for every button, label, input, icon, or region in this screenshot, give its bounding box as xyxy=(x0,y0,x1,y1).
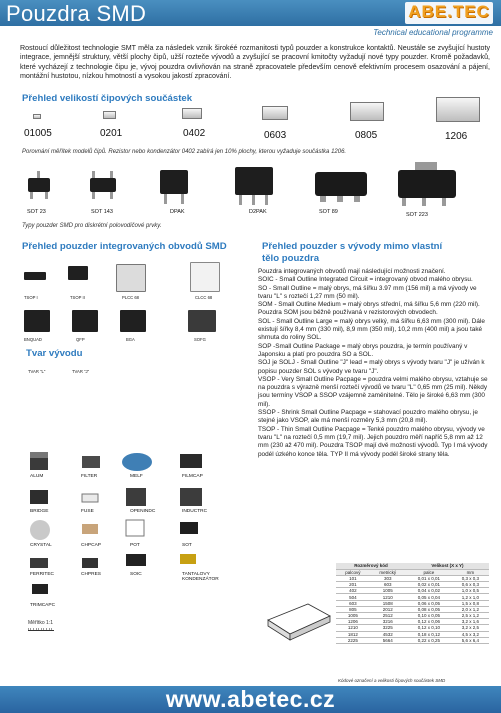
table-cell: 2,0 x 1,2 xyxy=(452,606,489,612)
table-cell: 0,06 x 0,05 xyxy=(406,600,452,606)
footer-url[interactable]: www.abetec.cz xyxy=(165,686,336,712)
table-cell: 101 xyxy=(336,575,370,581)
table-cell: 504 xyxy=(336,594,370,600)
discrete-packages-graphic xyxy=(20,162,490,214)
component-label: TRIMCAPC xyxy=(30,603,56,608)
table-cell: 201 xyxy=(336,582,370,588)
right-paragraph: Pouzdra integrovaných obvodů mají následující možnosti značení. xyxy=(258,268,446,275)
bga-package xyxy=(120,310,146,332)
package-label: DPAK xyxy=(170,209,185,215)
chip-size-label: 0805 xyxy=(355,130,378,141)
table-body xyxy=(336,575,489,643)
component-label: SOT xyxy=(182,543,192,548)
tsop1-package xyxy=(24,272,46,280)
sot223-package xyxy=(398,162,456,206)
table-cell: 603 xyxy=(336,600,370,606)
table-cell: 1812 xyxy=(336,631,370,637)
table-cell: 1005 xyxy=(336,613,370,619)
chip-dimension-diagram xyxy=(258,590,338,646)
component-label: CHPCAP xyxy=(81,543,101,548)
table-cell: 402 xyxy=(336,588,370,594)
table-cell: 2012 xyxy=(370,606,406,612)
chip-0805 xyxy=(350,102,384,121)
table-cell: 2512 xyxy=(370,613,406,619)
component-label: CRYSTAL xyxy=(30,543,52,548)
chip-1206 xyxy=(436,97,480,122)
chip-caption: Porovnání měřítek modelů čipů. Rezistor nebo kondenzátor 0402 zabírá jen 10% plochy, kterou vyžaduje součástka 1206. xyxy=(22,149,347,155)
component-label: SOIC xyxy=(130,572,142,577)
table-cell: 1210 xyxy=(336,625,370,631)
component-label: FERRITEC xyxy=(30,572,54,577)
scale-ruler xyxy=(28,628,54,631)
table-cell: 303 xyxy=(370,575,406,581)
table-cell: 3,2 x 2,5 xyxy=(452,625,489,631)
logo xyxy=(405,2,493,24)
package-label: SOT 23 xyxy=(27,209,46,215)
table-cell: 0,3 x 0,3 xyxy=(452,575,489,581)
sot-component xyxy=(180,522,198,534)
filter-component xyxy=(82,456,100,468)
table-cell: 805 xyxy=(336,606,370,612)
trimcapc-component xyxy=(32,584,48,594)
component-label: BRIDGE xyxy=(30,509,49,514)
table-cell: 1,2 x 1,0 xyxy=(452,594,489,600)
filmcap-component xyxy=(180,454,202,468)
leads-heading: Tvar vývodu xyxy=(26,348,83,359)
sofg-package xyxy=(188,310,216,332)
crystal-component xyxy=(30,520,50,540)
package-label: SOT 89 xyxy=(319,209,338,215)
size-table xyxy=(336,563,489,644)
table-cell: 3225 xyxy=(370,625,406,631)
ic-label: CLCC 68 xyxy=(195,295,213,300)
component-label: ALUM xyxy=(30,474,44,479)
right-paragraph: SO - Small Outline = malý obrys, má šířku 3.97 mm (156 mil) a má vývody ve tvaru "L" s roztečí 1,27 mm (50 mil). xyxy=(258,284,477,300)
chip-0402 xyxy=(182,108,202,119)
table-subheader-cell: metrický xyxy=(370,569,406,575)
table-cell: 0,04 x 0,02 xyxy=(406,588,452,594)
d2pak-package xyxy=(235,167,273,205)
scale-label: Měřítko 1:1 xyxy=(28,620,54,626)
table-cell: 2225 xyxy=(336,637,370,643)
table-cell: 0,22 x 0,25 xyxy=(406,637,452,643)
pot-component xyxy=(126,520,144,536)
bnquad-package xyxy=(24,310,50,332)
melf-component xyxy=(122,453,152,471)
fuse-component xyxy=(82,494,98,502)
sot89-package xyxy=(315,172,367,202)
package-label: SOT 223 xyxy=(406,212,428,218)
table-cell: 0,12 x 0,06 xyxy=(406,619,452,625)
component-label: FILMCAP xyxy=(182,474,203,479)
inductrc-component xyxy=(180,488,202,506)
ferritec-component xyxy=(30,558,48,568)
table-row xyxy=(336,637,489,643)
chpres-component xyxy=(82,558,98,568)
right-heading-line1: Přehled pouzder s vývody mimo vlastní xyxy=(262,241,443,252)
ic-label: QFP xyxy=(76,337,85,342)
table-subheader-cell: palcový xyxy=(336,569,370,575)
component-label: CHPRES xyxy=(81,572,101,577)
right-description xyxy=(258,268,490,459)
component-label: POT xyxy=(130,543,140,548)
chip-size-label: 0402 xyxy=(183,128,206,139)
ic-label: BGA xyxy=(126,337,135,342)
component-label: MELF xyxy=(130,474,143,479)
tantalovy-component xyxy=(180,554,196,564)
chpcap-component xyxy=(82,524,98,534)
table-cell: 2,5 x 1,2 xyxy=(452,613,489,619)
alum-capacitor xyxy=(30,452,48,470)
table-cell: 5664 xyxy=(370,637,406,643)
ic-label: SOFG xyxy=(194,337,206,342)
right-paragraph: SOIC - Small Outline Integrated Circuit = integrovaný obvod malého obrysu. xyxy=(258,276,473,284)
package-label: SOT 143 xyxy=(91,209,113,215)
component-label: FUSE xyxy=(81,509,94,514)
lead-label: TVAR "J" xyxy=(72,369,90,374)
table-cell: 4,5 x 3,2 xyxy=(452,631,489,637)
right-paragraph: VSOP - Very Small Outline Pacpage = pouzdra velmi malého obrysu, vztahuje se na pouzdra s výrazně menší roztečí vývodů ve tvaru "L" 0,65 mm (25 mil). Někdy jsou termíny VSOP a SSOP vzájemně zaměnitelné. Tělo je široké 6,63 mm (300 mil). xyxy=(258,375,488,408)
table-cell: 1,0 x 0,5 xyxy=(452,588,489,594)
intro-paragraph: Rostoucí důležitost technologie SMT měla za následek vznik širokéé rozmanitosti typů pouzder a konstrukce kontaktů. Neustále se zvyšující hustoty integrace, jemnější struktury, větší plochy čipů, užší rozteče vývodů a zvyšující se pracovní kmitočty vyžadují nové typy pouzder. Kromě požadavků, které vycházejí z technologie čipu je, vývoj pouzdra ovlivňován na straně zpracovatele především cenově efektivním procesem osazování a pájení, montážní hustotou, nízkou hmotností a vysokou jakostí zpracování. xyxy=(20,44,490,81)
ic-label: TSOP I xyxy=(24,295,38,300)
table-cell: 5,6 x 6,4 xyxy=(452,637,489,643)
chip-0201 xyxy=(103,111,116,119)
plcc68-package xyxy=(116,264,146,292)
table-cell: 603 xyxy=(370,582,406,588)
right-paragraph: SOM - Small Outline Medium = malý obrys střední, má šířku 5,6 mm (220 mil). Pouzdra SOM jsou běžně používaná v rezistorových obvodech. xyxy=(258,301,480,317)
chip-size-label: 01005 xyxy=(24,128,52,139)
table-cell: 1508 xyxy=(370,600,406,606)
discrete-caption: Typy pouzder SMD pro diskrétní polovodičové prvky. xyxy=(22,223,162,229)
right-paragraph: SOJ je SOLJ - Small Outline "J" lead = malý obrys s vývody tvaru "J" je užíván k popisu pouzder SOL s vývody ve tvaru "J". xyxy=(258,359,485,375)
ic-label: PLCC 68 xyxy=(122,295,139,300)
sot23-package xyxy=(28,171,50,199)
table-cell: 4532 xyxy=(370,631,406,637)
ic-label: BNQUAD xyxy=(24,337,42,342)
sot143-package xyxy=(90,171,116,199)
component-label: INDUCTRC xyxy=(182,509,208,514)
chip-size-label: 0603 xyxy=(264,130,287,141)
package-label: D2PAK xyxy=(249,209,267,215)
table-cell: 0,18 x 0,12 xyxy=(406,631,452,637)
table-cell: 0,12 x 0,10 xyxy=(406,625,452,631)
table-header-cell: Velikost (X x Y) xyxy=(406,563,489,569)
table-cell: 3216 xyxy=(370,619,406,625)
qfp-package xyxy=(72,310,98,332)
right-paragraph: SOP -Small Outline Package = malý obrys pouzdra, je termín používaný v Japonsku a platí pro pouzdra SO a SOL. xyxy=(258,342,468,358)
tagline: Technical educational programme xyxy=(373,28,493,37)
chip-01005 xyxy=(33,114,41,119)
table-cell: 0,01 x 0,01 xyxy=(406,575,452,581)
table-cell: 1005 xyxy=(370,588,406,594)
table-header-cell: Rozměrový kód xyxy=(336,563,406,569)
table-cell: 0,05 x 0,04 xyxy=(406,594,452,600)
logo-text: ABE.TEC xyxy=(408,2,490,21)
clcc68-package xyxy=(190,262,220,292)
table-cell: 0,10 x 0,05 xyxy=(406,613,452,619)
table-subheader-cell: palce xyxy=(406,569,452,575)
table-cell: 1210 xyxy=(370,594,406,600)
table-cell: 1,5 x 0,8 xyxy=(452,600,489,606)
component-label: TANTALOVY KONDENZÁTOR xyxy=(182,572,219,582)
chip-section-heading: Přehled velikostí čipových součástek xyxy=(22,93,193,104)
right-paragraph: SSOP - Shrink Small Outline Pacpage = stahovací pouzdro malého obrysu, je stejné jako VSOP, ale má menší rozměry 5,3 mm (20,8 mil). xyxy=(258,409,478,425)
tsop2-package xyxy=(68,266,88,280)
table-cell: 0,02 x 0,01 xyxy=(406,582,452,588)
table-cell: 0,6 x 0,3 xyxy=(452,582,489,588)
soic-component xyxy=(126,554,146,566)
right-heading-line2: tělo pouzdra xyxy=(262,253,320,264)
table-cell: 3,2 x 1,6 xyxy=(452,619,489,625)
table-cell: 1206 xyxy=(336,619,370,625)
lead-label: TVAR "L" xyxy=(28,369,46,374)
table-cell: 0,08 x 0,05 xyxy=(406,606,452,612)
page-title: Pouzdra SMD xyxy=(6,1,147,26)
table-caption: Kódové označení a velikosti čipových součástek SMD xyxy=(338,678,446,683)
component-label: OPENINDC xyxy=(130,509,156,514)
right-paragraph: SOL - Small Outline Large = malý obrys velký, má šířku 6,63 mm (300 mil). Dále existují šířky 8,4 mm (330 mil), 8,9 mm (350 mil), 10,2 mm (400 mil) a jsou také shrnuta do roliny SOL. xyxy=(258,317,485,342)
table-subheader-cell: mm xyxy=(452,569,489,575)
component-label: FILTER xyxy=(81,474,98,479)
ic-section-heading: Přehled pouzder integrovaných obvodů SMD xyxy=(22,241,227,252)
chip-size-label: 1206 xyxy=(445,131,468,142)
right-paragraph: TSOP - Thin Small Outline Pacpage = Tenké pouzdro malého obrysu, vývody ve tvaru "L" na roztečí 0,5 mm (19,7 mil). Jejich pouzdro měří napříč 5,8 mm až 12 mm (230 až 470 mil). Pouzdra TSOP mají dvě možnosti vývodů. Typ I má vývody podél úzkého konce těla. TYP II má vývody podél široké strany těla. xyxy=(258,425,488,458)
ic-label: TSOP II xyxy=(70,295,85,300)
openindc-component xyxy=(126,488,146,506)
bridge-component xyxy=(30,490,48,504)
chip-0603 xyxy=(262,106,288,120)
dpak-package xyxy=(160,170,188,204)
chip-size-label: 0201 xyxy=(100,128,123,139)
